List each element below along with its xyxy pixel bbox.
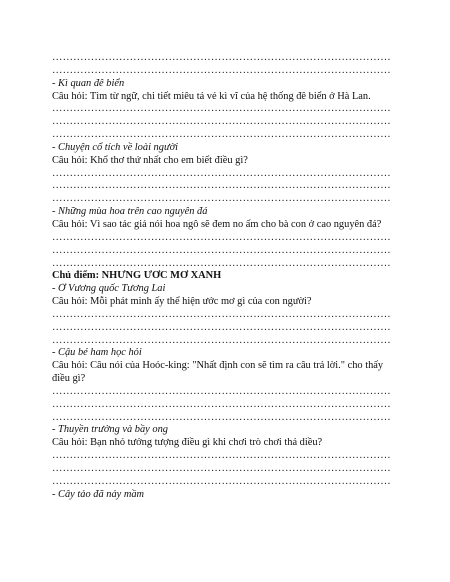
lesson-title: - Chuyện cổ tích về loài người (52, 141, 179, 153)
worksheet-content (52, 52, 398, 502)
answer-dotted-line: …………………………………………………………………………………… (52, 103, 391, 115)
answer-dotted-line: …………………………………………………………………………………… (52, 321, 391, 333)
question-text: Câu hỏi: Mỗi phát minh ấy thể hiện ước mơ gì của con người? (52, 296, 312, 308)
question-text: điều gì? (52, 373, 86, 385)
lesson-title: - Cậu bé ham học hỏi (52, 347, 142, 359)
question-text: Câu hỏi: Tìm từ ngữ, chi tiết miêu tả vẻ kì vĩ của hệ thống đê biển ở Hà Lan. (52, 90, 371, 102)
answer-dotted-line: …………………………………………………………………………………… (52, 52, 391, 63)
answer-dotted-line: …………………………………………………………………………………… (52, 334, 391, 346)
answer-dotted-line: …………………………………………………………………………………… (52, 385, 391, 397)
answer-dotted-line: …………………………………………………………………………………… (52, 257, 391, 269)
answer-dotted-line: …………………………………………………………………………………… (52, 463, 391, 474)
lesson-title: - Ở Vương quốc Tương Lai (52, 283, 166, 295)
answer-dotted-line: …………………………………………………………………………………… (52, 411, 391, 423)
lesson-title: - Kì quan đê biển (52, 77, 125, 89)
answer-dotted-line: …………………………………………………………………………………… (52, 180, 391, 192)
answer-dotted-line: …………………………………………………………………………………… (52, 450, 391, 462)
answer-dotted-line: …………………………………………………………………………………… (52, 129, 391, 141)
question-text: Câu hỏi: Bạn nhỏ tưởng tượng điều gì khi chơi trò chơi thả diều? (52, 437, 323, 449)
answer-dotted-line: …………………………………………………………………………………… (52, 64, 391, 76)
answer-dotted-line: …………………………………………………………………………………… (52, 244, 391, 256)
lesson-title: - Những mùa hoa trên cao nguyên đá (52, 206, 208, 218)
answer-dotted-line: …………………………………………………………………………………… (52, 193, 391, 205)
answer-dotted-line: …………………………………………………………………………………… (52, 308, 391, 320)
lesson-title: - Thuyền trưởng và bầy ong (52, 424, 168, 436)
lesson-title: - Cây tảo đã nảy mầm (52, 488, 145, 500)
answer-dotted-line: …………………………………………………………………………………… (52, 116, 391, 128)
answer-dotted-line: …………………………………………………………………………………… (52, 231, 391, 243)
theme-heading: Chủ điểm: NHỮNG ƯỚC MƠ XANH (52, 270, 222, 282)
question-text: Câu hỏi: Khổ thơ thứ nhất cho em biết điều gì? (52, 154, 248, 166)
question-text: Câu hỏi: Vì sao tác giả nói hoa ngô sẽ đem no ấm cho bà con ở cao nguyên đá? (52, 218, 382, 230)
answer-dotted-line: …………………………………………………………………………………… (52, 167, 391, 179)
answer-dotted-line: …………………………………………………………………………………… (52, 475, 391, 487)
answer-dotted-line: …………………………………………………………………………………… (52, 398, 391, 410)
question-text: Câu hỏi: Câu nói của Hoóc-king: "Nhất định con sẽ tìm ra câu trả lời." cho thấy (52, 360, 384, 372)
